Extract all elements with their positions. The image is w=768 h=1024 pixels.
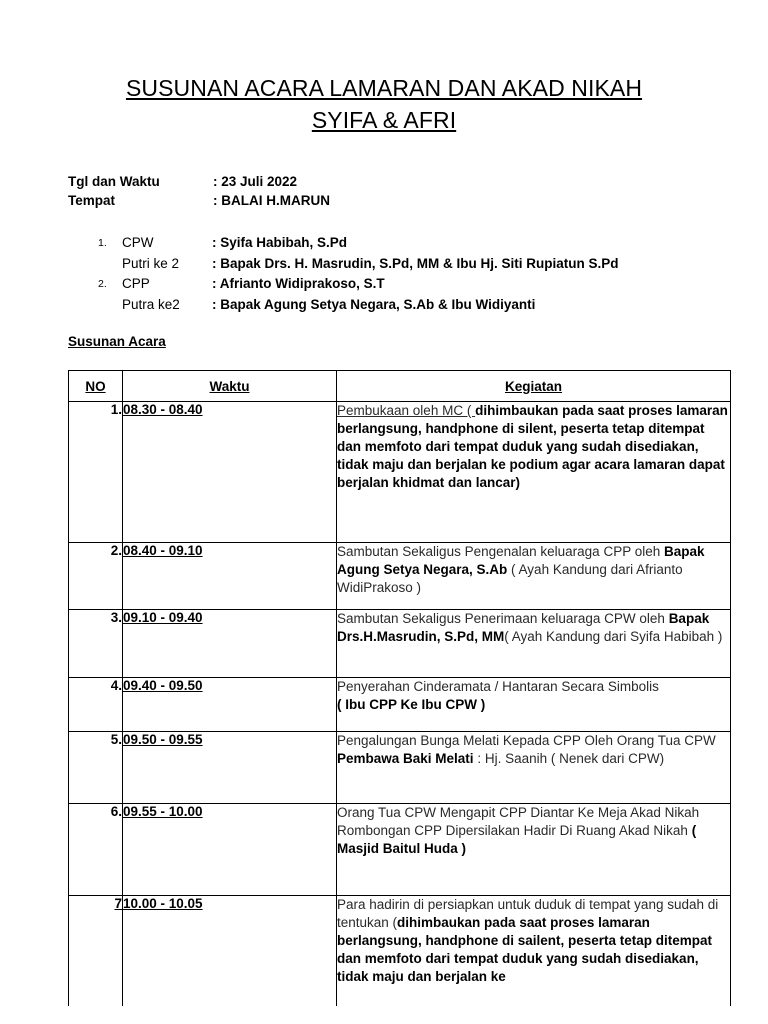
party-number [98, 254, 122, 275]
activity-note: ( Ayah Kandung dari Afrianto WidiPrakoso ) [337, 562, 683, 595]
table-row [69, 896, 731, 1006]
party-row-cpp-parents [98, 295, 619, 316]
row-activity [337, 543, 731, 610]
header-waktu: Waktu [123, 371, 337, 402]
header-kegiatan: Kegiatan [337, 371, 731, 402]
party-number: 2. [98, 278, 107, 290]
row-number: 5. [69, 732, 123, 804]
party-value: : Bapak Drs. H. Masrudin, S.Pd, MM & Ibu Hj. Siti Rupiatun S.Pd [212, 255, 619, 271]
schedule-table [68, 370, 731, 1006]
table-header-row [69, 371, 731, 402]
row-activity [337, 402, 731, 543]
party-value: : Syifa Habibah, S.Pd [212, 235, 348, 250]
row-activity [337, 896, 731, 1006]
activity-text: Sambutan Sekaligus Penerimaan keluaraga CPW oleh [337, 611, 669, 626]
activity-text: Para hadirin di persiapkan untuk duduk di tempat yang sudah di tentukan ( [337, 897, 719, 930]
party-value: : Afrianto Widiprakoso, S.T [212, 276, 385, 291]
activity-bold: Bapak Drs.H.Masrudin, S.Pd, MM [337, 611, 710, 644]
date-label: Tgl dan Waktu [68, 174, 160, 189]
place-label: Tempat [68, 193, 116, 208]
party-list [98, 233, 619, 315]
activity-note: : Hj. Saanih ( Nenek dari CPW) [473, 751, 665, 766]
row-time: 09.55 - 10.00 [123, 804, 337, 896]
row-time: 09.50 - 09.55 [123, 732, 337, 804]
activity-bold: Bapak Agung Setya Negara, S.Ab [337, 544, 705, 577]
document-title-line2: SYIFA & AFRI [311, 107, 457, 133]
party-label: Putra ke2 [122, 296, 180, 312]
activity-bold: dihimbaukan pada saat proses lamaran berlangsung, handphone di sailent, peserta tetap ditempat dan memfoto dari tempat duduk yang sudah disediakan, tidak maju dan berjalan ke [337, 915, 713, 984]
table-row [69, 402, 731, 543]
party-row-cpw [98, 233, 619, 254]
party-row-cpp [98, 274, 619, 295]
header-no: NO [69, 371, 123, 402]
party-number [98, 295, 122, 316]
activity-text-2: Rombongan CPP Dipersilakan Hadir Di Ruang Akad Nikah [337, 823, 692, 838]
activity-bold: Pembawa Baki Melati [337, 751, 474, 766]
party-label: CPP [122, 276, 150, 291]
date-row [68, 172, 297, 192]
row-number: 3. [69, 610, 123, 678]
activity-text: Pembukaan oleh MC ( [337, 403, 476, 418]
activity-text: Penyerahan Cinderamata / Hantaran Secara Simbolis [337, 679, 659, 694]
table-row [69, 543, 731, 610]
section-title: Susunan Acara [68, 334, 166, 349]
row-number: 4. [69, 678, 123, 732]
party-value: : Bapak Agung Setya Negara, S.Ab & Ibu Widiyanti [212, 296, 536, 312]
party-number: 1. [98, 237, 107, 249]
party-label: CPW [122, 235, 154, 250]
place-value: : BALAI H.MARUN [213, 193, 330, 208]
party-label: Putri ke 2 [122, 255, 180, 271]
row-time: 09.10 - 09.40 [123, 610, 337, 678]
table-row [69, 804, 731, 896]
document-title-line1: SUSUNAN ACARA LAMARAN DAN AKAD NIKAH [125, 75, 643, 101]
row-time: 08.30 - 08.40 [123, 402, 337, 543]
table-row [69, 610, 731, 678]
place-row [68, 191, 330, 211]
date-value: : 23 Juli 2022 [213, 174, 298, 189]
row-activity [337, 732, 731, 804]
row-activity [337, 610, 731, 678]
table-row [69, 732, 731, 804]
row-time: 08.40 - 09.10 [123, 543, 337, 610]
party-row-cpw-parents [98, 254, 619, 275]
activity-note: ( Ayah Kandung dari Syifa Habibah ) [504, 629, 723, 644]
row-number: 1. [69, 402, 123, 543]
activity-text: Pengalungan Bunga Melati Kepada CPP Oleh Orang Tua CPW [337, 733, 716, 748]
row-activity [337, 678, 731, 732]
activity-bold: dihimbaukan pada saat proses lamaran berlangsung, handphone di silent, peserta tetap ditempat dan memfoto dari tempat duduk yang sudah disediakan, tidak maju dan berjalan ke podium agar acara lamaran dapat berjalan khidmat dan lancar) [337, 403, 728, 490]
row-number: 7 [69, 896, 123, 1006]
row-number: 2. [69, 543, 123, 610]
activity-bold: ( Ibu CPP Ke Ibu CPW ) [337, 697, 486, 712]
table-row [69, 678, 731, 732]
row-activity [337, 804, 731, 896]
activity-text: Orang Tua CPW Mengapit CPP Diantar Ke Meja Akad Nikah [337, 805, 700, 820]
activity-bold: ( Masjid Baitul Huda ) [337, 823, 697, 856]
row-time: 10.00 - 10.05 [123, 896, 337, 1006]
row-time: 09.40 - 09.50 [123, 678, 337, 732]
activity-text: Sambutan Sekaligus Pengenalan keluaraga CPP oleh [337, 544, 664, 559]
row-number: 6. [69, 804, 123, 896]
